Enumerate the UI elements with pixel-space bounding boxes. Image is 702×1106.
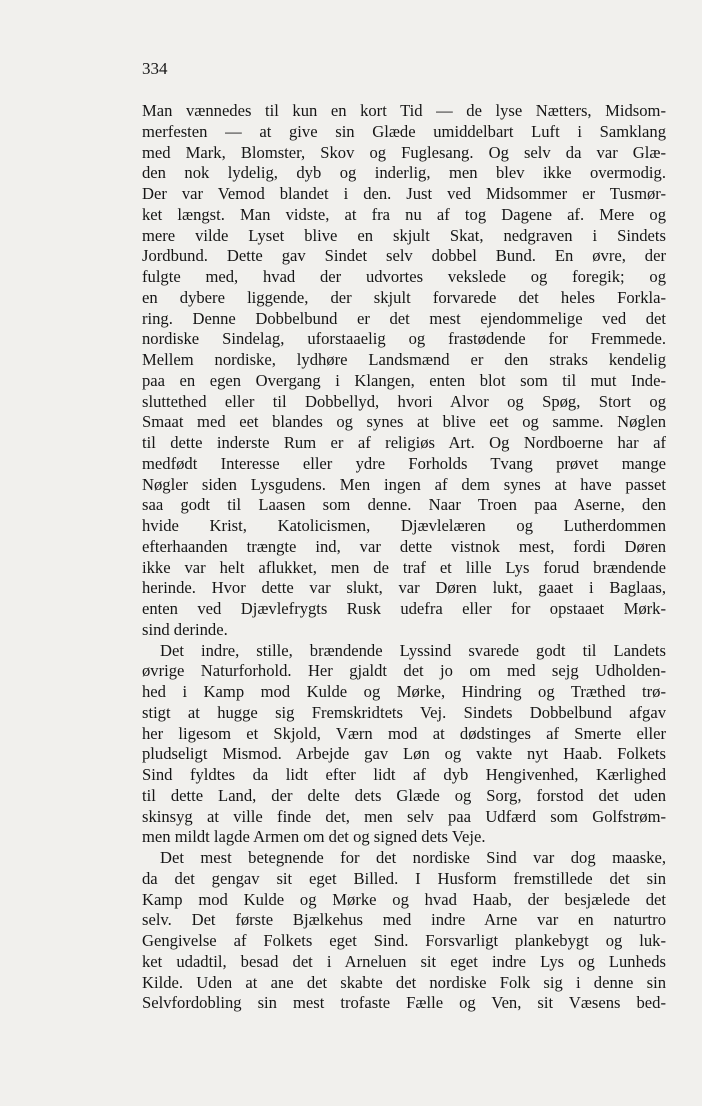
- text-line: til dette inderste Rum er af religiøs Art. Og Nordboerne har af: [142, 433, 666, 452]
- text-line: Nøgler siden Lysgudens. Men ingen af dem synes at have passet: [142, 474, 666, 494]
- paragraph: [142, 848, 666, 1014]
- text-line: Kilde. Uden at ane det skabte det nordiske Folk sig i denne sin: [142, 972, 666, 992]
- text-line: til dette Land, der delte dets Glæde og Sorg, forstod det uden: [142, 785, 666, 805]
- body-text: [142, 101, 666, 1014]
- text-line: Smaat med eet blandes og synes at blive eet og samme. Nøglen: [142, 412, 666, 432]
- text-line: pludseligt Mismod. Arbejde gav Løn og vakte nyt Haab. Folkets: [142, 744, 666, 764]
- text-line: skinsyg at ville finde det, men selv paa Udfærd som Golfstrøm-: [142, 806, 666, 826]
- text-line: hvide Krist, Katolicismen, Djævlelæren og Lutherdommen: [142, 516, 666, 535]
- text-line: sind derinde.: [142, 619, 228, 639]
- page-number: 334: [142, 59, 168, 78]
- text-line: stigt at hugge sig Fremskridtets Vej. Sindets Dobbelbund afgav: [142, 702, 666, 722]
- text-line: enten ved Djævlefrygts Rusk udefra eller for opstaaet Mørk-: [142, 599, 666, 618]
- text-line: ring. Denne Dobbelbund er det mest ejendommelige ved det: [142, 308, 666, 328]
- text-line: fulgte med, hvad der udvortes vekslede og foregik; og: [142, 267, 666, 286]
- text-line: merfesten — at give sin Glæde umiddelbart Luft i Samklang: [142, 121, 666, 141]
- text-line: Mellem nordiske, lydhøre Landsmænd er den straks kendelig: [142, 350, 666, 369]
- text-line: hed i Kamp mod Kulde og Mørke, Hindring og Træthed trø-: [142, 682, 666, 701]
- text-line: øvrige Naturforhold. Her gjaldt det jo om med sejg Udholden-: [142, 661, 666, 681]
- text-line: efterhaanden trængte ind, var dette vistnok mest, fordi Døren: [142, 536, 666, 556]
- text-line: herinde. Hvor dette var slukt, var Døren lukt, gaaet i Baglaas,: [142, 578, 666, 598]
- text-line: da det gengav sit eget Billed. I Husform fremstillede det sin: [142, 868, 666, 888]
- text-line: Der var Vemod blandet i den. Just ved Midsommer er Tusmør-: [142, 184, 666, 203]
- text-line: Man vænnedes til kun en kort Tid — de lyse Nætters, Midsom-: [142, 101, 666, 120]
- text-line: ket længst. Man vidste, at fra nu af tog Dagene af. Mere og: [142, 204, 666, 224]
- text-line: Kamp mod Kulde og Mørke og hvad Haab, der besjælede det: [142, 889, 666, 909]
- text-line: men mildt lagde Armen om det og signed dets Veje.: [142, 827, 486, 847]
- text-line: Selvfordobling sin mest trofaste Fælle og Ven, sit Væsens bed-: [142, 993, 666, 1013]
- text-line: Det mest betegnende for det nordiske Sind var dog maaske,: [160, 848, 666, 867]
- text-line: sluttethed eller til Dobbellyd, hvori Alvor og Spøg, Stort og: [142, 391, 666, 411]
- text-line: nordiske Sindelag, uforstaaelig og frastødende for Fremmede.: [142, 329, 666, 349]
- paragraph: [142, 101, 666, 641]
- text-line: Sind fyldtes da lidt efter lidt af dyb Hengivenhed, Kærlighed: [142, 765, 666, 784]
- text-line: Det indre, stille, brændende Lyssind svarede godt til Landets: [160, 640, 666, 660]
- text-line: mere vilde Lyset blive en skjult Skat, nedgraven i Sindets: [142, 225, 666, 245]
- text-line: saa godt til Laasen som denne. Naar Troen paa Aserne, den: [142, 495, 666, 515]
- text-line: den nok lydelig, dyb og inderlig, men blev ikke overmodig.: [142, 163, 666, 183]
- text-line: medfødt Interesse eller ydre Forholds Tvang prøvet mange: [142, 453, 666, 473]
- text-line: selv. Det første Bjælkehus med indre Arne var en naturtro: [142, 910, 666, 930]
- text-line: Gengivelse af Folkets eget Sind. Forsvarligt plankebygt og luk-: [142, 931, 666, 950]
- paragraph: [142, 641, 666, 849]
- text-line: med Mark, Blomster, Skov og Fuglesang. Og selv da var Glæ-: [142, 142, 666, 162]
- text-line: her ligesom et Skjold, Værn mod at dødstinges af Smerte eller: [142, 723, 666, 743]
- text-line: en dybere liggende, der skjult forvarede det heles Forkla-: [142, 287, 666, 307]
- text-line: Jordbund. Dette gav Sindet selv dobbel Bund. En øvre, der: [142, 246, 666, 266]
- text-line: ket udadtil, besad det i Arneluen sit eget indre Lys og Lunheds: [142, 951, 666, 971]
- text-line: ikke var helt aflukket, men de traf et lille Lys forud brændende: [142, 557, 666, 577]
- text-line: paa en egen Overgang i Klangen, enten blot som til mut Inde-: [142, 370, 666, 390]
